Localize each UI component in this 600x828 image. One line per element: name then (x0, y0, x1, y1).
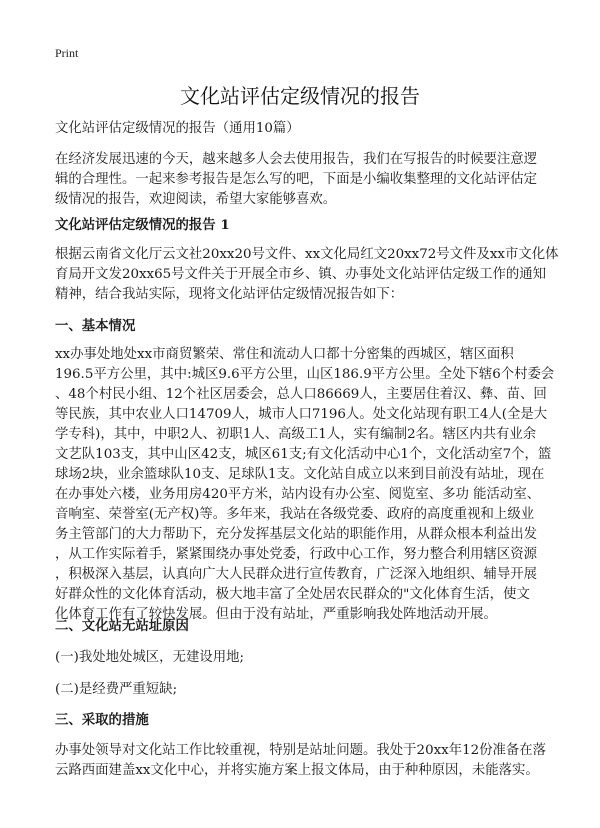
text-line: 化体育工作有了较快发展。但由于没有站址，严重影响我处阵地活动开展。 (55, 607, 497, 622)
text-line: 文艺队103支，其中山区42支，城区61支;有文化活动中心1个，文化活动室7个，篮 (55, 447, 552, 462)
subtitle-text: 文化站评估定级情况的报告（通用10篇） (55, 121, 300, 136)
text-line: 音响室、荣誉室(无产权)等。多年来，我站在各级党委、政府的高度重视和上级业 (55, 507, 535, 522)
text-line: 根据云南省文化厅云文社20xx20号文件、xx文化局红文20xx72号文件及xx市文化体 (55, 247, 559, 262)
text-line: 在办事处六楼，业务用房420平方米，站内设有办公室、阅览室、多功 能活动室、 (55, 487, 541, 502)
text-line: ，积极深入基层，认真向广大人民群众进行宣传教育，广泛深入地组织、辅导开展 (55, 567, 538, 582)
paragraph-2 (55, 345, 555, 625)
text-line: 办事处领导对文化站工作比较重视，特别是站址问题。我处于20xx年12份准备在落 (55, 743, 547, 758)
text-line: 196.5平方公里，其中:城区9.6平方公里，山区186.9平方公里。全处下辖6个村委会 (55, 367, 555, 382)
text-line: 辑的合理性。一起来参考报告是怎么写的吧，下面是小编收集整理的文化站评估定 (55, 172, 538, 187)
heading-text: 一、基本情况 (55, 318, 136, 334)
print-link[interactable]: Print (55, 46, 79, 60)
heading-text: 二、文化站无站址原因 (55, 618, 189, 634)
heading-measures (55, 710, 555, 730)
text-line: 云路西面建盖xx文化中心，并将实施方案上报文体局，由于种种原因，未能落实。 (55, 763, 539, 778)
text-line: xx办事处地处xx市商贸繁荣、常住和流动人口都十分密集的西城区，辖区面积 (55, 347, 514, 362)
heading-basic-situation (55, 316, 555, 336)
text-line: 级情况的报告，欢迎阅读，希望大家能够喜欢。 (55, 192, 337, 207)
text-line: 务主管部门的大力帮助下，充分发挥基层文化站的职能作用，从群众根本利益出发 (55, 527, 538, 542)
reason-1 (55, 648, 555, 668)
text-line: 好群众性的文化体育活动，极大地丰富了全处居农民群众的"文化体育生活，使文 (55, 587, 530, 602)
paragraph-1 (55, 245, 559, 305)
text-line: 精神，结合我站实际，现将文化站评估定级情况报告如下： (55, 287, 404, 302)
subtitle (55, 119, 555, 139)
section-title-text: 文化站评估定级情况的报告 1 (55, 217, 230, 233)
reason-2 (55, 680, 555, 700)
text-line: ，从工作实际着手，紧紧围绕办事处党委，行政中心工作，努力整合利用辖区资源 (55, 547, 538, 562)
heading-text: 三、采取的措施 (55, 712, 149, 728)
text-line: 学专科)，其中，中职2人、初职1人、高级工1人，实有编制2名。辖区内共有业余 (55, 427, 537, 442)
text-line: 育局开文发20xx65号文件关于开展全市乡、镇、办事处文化站评估定级工作的通知 (55, 267, 547, 282)
page-title: 文化站评估定级情况的报告 (180, 84, 420, 108)
reason-text: (二)是经费严重短缺; (55, 682, 178, 697)
reason-text: (一)我处地处城区，无建设用地; (55, 650, 245, 665)
text-line: 等民族，其中农业人口14709人，城市人口7196人。处文化站现有职工4人(全是大 (55, 407, 548, 422)
paragraph-3 (55, 741, 555, 781)
section-title (55, 215, 555, 235)
intro-paragraph (55, 150, 555, 210)
text-line: 球场2块，业余篮球队10支、足球队1支。文化站自成立以来到目前没有站址，现在 (55, 467, 545, 482)
heading-reasons (55, 616, 555, 636)
text-line: 在经济发展迅速的今天，越来越多人会去使用报告，我们在写报告的时候要注意逻 (55, 152, 538, 167)
text-line: 、48个村民小组、12个社区居委会，总人口86669人，主要居住着汉、彝、苗、回 (55, 387, 547, 402)
